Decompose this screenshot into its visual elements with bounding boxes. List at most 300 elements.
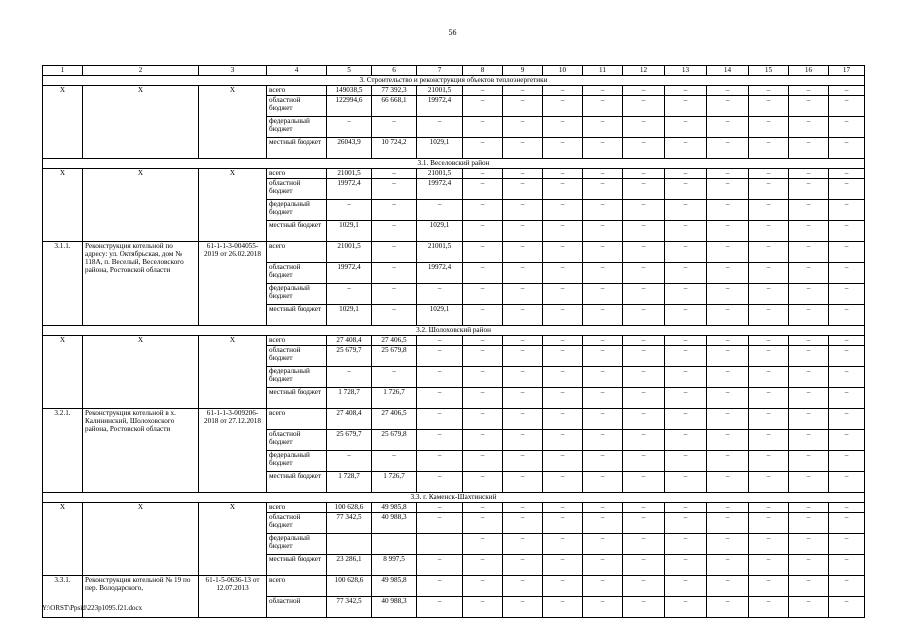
column-number: 6 xyxy=(372,66,417,76)
value-cell: – xyxy=(503,242,543,263)
section-title: 3.3. г. Каменск-Шахтинский xyxy=(43,493,865,503)
value-cell: 1029,1 xyxy=(417,138,463,159)
value-cell: – xyxy=(789,451,829,472)
value-cell: – xyxy=(463,513,503,534)
value-cell: – xyxy=(463,597,503,618)
section-title-row xyxy=(43,76,865,86)
value-cell: – xyxy=(829,117,865,138)
value-cell: – xyxy=(417,503,463,513)
value-cell: – xyxy=(707,346,749,367)
value-cell: 27 406,5 xyxy=(372,336,417,346)
summary-row xyxy=(43,503,865,513)
value-cell: 100 628,6 xyxy=(327,576,372,597)
value-cell: – xyxy=(623,576,665,597)
value-cell: – xyxy=(463,336,503,346)
value-cell: – xyxy=(543,169,583,179)
value-cell: – xyxy=(789,430,829,451)
value-cell: – xyxy=(665,409,707,430)
value-cell: – xyxy=(707,179,749,200)
value-cell: – xyxy=(623,221,665,242)
value-cell: – xyxy=(583,430,623,451)
funding-source-cell: федеральный бюджет xyxy=(267,117,327,138)
value-cell: – xyxy=(543,336,583,346)
value-cell: 26043,9 xyxy=(327,138,372,159)
value-cell: 100 628,6 xyxy=(327,503,372,513)
value-cell: – xyxy=(665,597,707,618)
value-cell: – xyxy=(665,169,707,179)
column-number-row xyxy=(43,66,865,76)
value-cell: – xyxy=(829,513,865,534)
column-number: 7 xyxy=(417,66,463,76)
value-cell: – xyxy=(463,388,503,409)
funding-source-cell: местный бюджет xyxy=(267,305,327,326)
value-cell: – xyxy=(623,200,665,221)
column-number: 2 xyxy=(83,66,199,76)
value-cell: – xyxy=(543,597,583,618)
value-cell xyxy=(417,534,463,555)
value-cell: – xyxy=(707,503,749,513)
value-cell: 21001,5 xyxy=(327,169,372,179)
column-number: 4 xyxy=(267,66,327,76)
object-row xyxy=(43,576,865,597)
value-cell: – xyxy=(707,513,749,534)
value-cell: – xyxy=(789,284,829,305)
value-cell: 1 726,7 xyxy=(372,472,417,493)
value-cell: – xyxy=(372,117,417,138)
value-cell: – xyxy=(829,388,865,409)
value-cell: – xyxy=(583,169,623,179)
value-cell: – xyxy=(503,472,543,493)
value-cell: – xyxy=(749,597,789,618)
value-cell: – xyxy=(707,117,749,138)
value-cell: – xyxy=(789,169,829,179)
value-cell: – xyxy=(749,555,789,576)
value-cell: – xyxy=(707,430,749,451)
value-cell: – xyxy=(623,472,665,493)
value-cell: – xyxy=(543,138,583,159)
value-cell: – xyxy=(463,284,503,305)
value-cell: 1 728,7 xyxy=(327,472,372,493)
value-cell: – xyxy=(789,409,829,430)
funding-source-cell: местный бюджет xyxy=(267,388,327,409)
funding-source-cell: федеральный бюджет xyxy=(267,200,327,221)
value-cell: – xyxy=(503,284,543,305)
value-cell: – xyxy=(463,117,503,138)
value-cell: – xyxy=(463,179,503,200)
column-number: 3 xyxy=(199,66,267,76)
value-cell: – xyxy=(583,86,623,96)
value-cell: – xyxy=(707,451,749,472)
value-cell: 40 988,3 xyxy=(372,513,417,534)
value-cell: – xyxy=(623,138,665,159)
value-cell: – xyxy=(623,430,665,451)
value-cell: 1 726,7 xyxy=(372,388,417,409)
object-number: 3.2.1. xyxy=(43,409,83,493)
value-cell: – xyxy=(707,284,749,305)
value-cell: 1029,1 xyxy=(327,305,372,326)
value-cell: – xyxy=(503,346,543,367)
value-cell: – xyxy=(789,534,829,555)
x-mark-cell: Х xyxy=(199,336,267,409)
funding-source-cell: областной бюджет xyxy=(267,430,327,451)
value-cell: – xyxy=(789,513,829,534)
value-cell: – xyxy=(749,430,789,451)
value-cell: – xyxy=(789,336,829,346)
value-cell: – xyxy=(789,86,829,96)
value-cell: – xyxy=(543,503,583,513)
value-cell: – xyxy=(583,472,623,493)
value-cell: – xyxy=(789,472,829,493)
value-cell: – xyxy=(417,409,463,430)
value-cell: – xyxy=(665,221,707,242)
value-cell: – xyxy=(543,305,583,326)
value-cell: – xyxy=(623,346,665,367)
x-mark-cell: Х xyxy=(199,169,267,242)
value-cell: – xyxy=(749,503,789,513)
value-cell: – xyxy=(749,451,789,472)
value-cell: – xyxy=(789,305,829,326)
value-cell: – xyxy=(503,503,543,513)
value-cell: – xyxy=(707,534,749,555)
value-cell: – xyxy=(789,503,829,513)
value-cell: – xyxy=(623,86,665,96)
value-cell: – xyxy=(665,451,707,472)
value-cell: – xyxy=(543,555,583,576)
value-cell: – xyxy=(749,305,789,326)
value-cell: – xyxy=(463,200,503,221)
value-cell: – xyxy=(665,388,707,409)
value-cell: – xyxy=(749,117,789,138)
object-name: Реконструкция котельной по адресу: ул. Октябрьская, дом № 118А, п. Веселый, Веселовского района, Ростовской области xyxy=(83,242,199,326)
value-cell: – xyxy=(707,169,749,179)
value-cell: – xyxy=(372,200,417,221)
value-cell: – xyxy=(749,472,789,493)
funding-source-cell: местный бюджет xyxy=(267,555,327,576)
page-number: 56 xyxy=(448,28,457,37)
value-cell: – xyxy=(707,305,749,326)
value-cell: – xyxy=(463,96,503,117)
value-cell: – xyxy=(543,284,583,305)
value-cell: – xyxy=(583,367,623,388)
x-mark-cell: Х xyxy=(199,86,267,159)
value-cell: – xyxy=(417,117,463,138)
value-cell: – xyxy=(583,263,623,284)
value-cell: 25 679,7 xyxy=(327,346,372,367)
value-cell: – xyxy=(665,263,707,284)
value-cell: – xyxy=(665,284,707,305)
value-cell: – xyxy=(583,346,623,367)
funding-source-cell: местный бюджет xyxy=(267,138,327,159)
value-cell: – xyxy=(707,96,749,117)
value-cell: – xyxy=(829,138,865,159)
value-cell: – xyxy=(543,472,583,493)
value-cell: – xyxy=(503,409,543,430)
value-cell: – xyxy=(463,451,503,472)
value-cell: – xyxy=(543,409,583,430)
column-number: 12 xyxy=(623,66,665,76)
x-mark-cell: Х xyxy=(83,503,199,576)
funding-source-cell: всего xyxy=(267,169,327,179)
value-cell: 1029,1 xyxy=(417,221,463,242)
value-cell: 149038,5 xyxy=(327,86,372,96)
value-cell: – xyxy=(789,388,829,409)
x-mark-cell: Х xyxy=(83,169,199,242)
value-cell: – xyxy=(623,597,665,618)
value-cell: – xyxy=(543,179,583,200)
value-cell: – xyxy=(463,534,503,555)
value-cell: 21001,5 xyxy=(417,242,463,263)
value-cell: – xyxy=(463,430,503,451)
value-cell: – xyxy=(623,96,665,117)
value-cell: – xyxy=(665,96,707,117)
value-cell: – xyxy=(417,200,463,221)
section-title-row xyxy=(43,159,865,169)
value-cell: – xyxy=(463,86,503,96)
value-cell: – xyxy=(829,336,865,346)
value-cell: – xyxy=(665,336,707,346)
column-number: 11 xyxy=(583,66,623,76)
value-cell: – xyxy=(665,367,707,388)
value-cell: – xyxy=(749,86,789,96)
section-title-row xyxy=(43,326,865,336)
value-cell: – xyxy=(463,576,503,597)
value-cell: – xyxy=(543,86,583,96)
value-cell: – xyxy=(463,555,503,576)
value-cell: – xyxy=(583,503,623,513)
value-cell: – xyxy=(829,503,865,513)
value-cell: – xyxy=(463,138,503,159)
value-cell: – xyxy=(503,576,543,597)
value-cell: – xyxy=(789,367,829,388)
value-cell: 23 286,1 xyxy=(327,555,372,576)
value-cell: 25 679,7 xyxy=(327,430,372,451)
value-cell: – xyxy=(463,472,503,493)
object-name: Реконструкция котельной в х. Калининский, Шолоховского района, Ростовской области xyxy=(83,409,199,493)
value-cell: – xyxy=(372,451,417,472)
value-cell: 21001,5 xyxy=(417,169,463,179)
x-mark-cell: Х xyxy=(43,169,83,242)
value-cell: – xyxy=(503,117,543,138)
value-cell: 25 679,8 xyxy=(372,346,417,367)
value-cell: – xyxy=(789,138,829,159)
value-cell: – xyxy=(463,242,503,263)
value-cell: 1 728,7 xyxy=(327,388,372,409)
funding-source-cell: местный бюджет xyxy=(267,221,327,242)
funding-source-cell: всего xyxy=(267,576,327,597)
value-cell: – xyxy=(749,367,789,388)
value-cell: – xyxy=(327,117,372,138)
value-cell: – xyxy=(623,284,665,305)
value-cell: – xyxy=(327,451,372,472)
object-code: 61-1-1-3-009206-2018 от 27.12.2018 xyxy=(199,409,267,493)
value-cell: – xyxy=(583,388,623,409)
value-cell: – xyxy=(372,221,417,242)
value-cell: – xyxy=(583,242,623,263)
funding-source-cell: областной бюджет xyxy=(267,346,327,367)
value-cell: – xyxy=(503,221,543,242)
value-cell: 27 406,5 xyxy=(372,409,417,430)
value-cell: 25 679,8 xyxy=(372,430,417,451)
value-cell: – xyxy=(463,221,503,242)
value-cell: – xyxy=(829,472,865,493)
file-path-footer: Y:\ORST\Ppsid\223p1095.f21.docx xyxy=(42,604,143,612)
value-cell: – xyxy=(417,367,463,388)
value-cell: 19972,4 xyxy=(417,96,463,117)
value-cell: 49 985,8 xyxy=(372,576,417,597)
value-cell: – xyxy=(829,367,865,388)
value-cell: – xyxy=(372,263,417,284)
x-mark-cell: Х xyxy=(43,503,83,576)
value-cell: – xyxy=(543,367,583,388)
value-cell: – xyxy=(463,409,503,430)
value-cell: – xyxy=(543,388,583,409)
value-cell: – xyxy=(707,597,749,618)
value-cell: – xyxy=(665,179,707,200)
value-cell: – xyxy=(417,451,463,472)
value-cell: – xyxy=(829,305,865,326)
value-cell: – xyxy=(503,179,543,200)
value-cell: – xyxy=(417,388,463,409)
value-cell: – xyxy=(749,284,789,305)
value-cell: – xyxy=(417,336,463,346)
value-cell: – xyxy=(583,513,623,534)
value-cell: – xyxy=(543,534,583,555)
value-cell: – xyxy=(503,138,543,159)
value-cell: – xyxy=(417,597,463,618)
value-cell: – xyxy=(503,597,543,618)
value-cell: – xyxy=(463,367,503,388)
value-cell: – xyxy=(829,179,865,200)
value-cell: – xyxy=(583,117,623,138)
value-cell: 27 408,4 xyxy=(327,409,372,430)
section-title: 3. Строительство и реконструкция объектов теплоэнергетики xyxy=(43,76,865,86)
x-mark-cell: Х xyxy=(43,336,83,409)
section-title-row xyxy=(43,493,865,503)
column-number: 10 xyxy=(543,66,583,76)
value-cell: – xyxy=(829,221,865,242)
value-cell: – xyxy=(829,346,865,367)
value-cell: – xyxy=(789,263,829,284)
column-number: 1 xyxy=(43,66,83,76)
value-cell: – xyxy=(583,336,623,346)
summary-row xyxy=(43,86,865,96)
value-cell: – xyxy=(707,336,749,346)
budget-table xyxy=(42,65,865,618)
value-cell: 40 988,3 xyxy=(372,597,417,618)
value-cell: 27 408,4 xyxy=(327,336,372,346)
value-cell: – xyxy=(417,346,463,367)
value-cell: – xyxy=(417,284,463,305)
value-cell: 19972,4 xyxy=(327,179,372,200)
value-cell: – xyxy=(665,430,707,451)
value-cell: – xyxy=(543,263,583,284)
value-cell: – xyxy=(789,242,829,263)
value-cell: – xyxy=(463,305,503,326)
value-cell: – xyxy=(829,576,865,597)
value-cell: 1029,1 xyxy=(417,305,463,326)
value-cell: – xyxy=(463,169,503,179)
value-cell: – xyxy=(749,242,789,263)
value-cell: – xyxy=(583,96,623,117)
value-cell: – xyxy=(503,388,543,409)
value-cell: – xyxy=(503,86,543,96)
object-row xyxy=(43,242,865,263)
value-cell: – xyxy=(583,284,623,305)
value-cell: – xyxy=(623,388,665,409)
value-cell: – xyxy=(829,451,865,472)
value-cell: – xyxy=(829,200,865,221)
summary-row xyxy=(43,169,865,179)
value-cell: – xyxy=(503,96,543,117)
column-number: 8 xyxy=(463,66,503,76)
value-cell: – xyxy=(707,576,749,597)
value-cell: – xyxy=(707,242,749,263)
value-cell: – xyxy=(749,336,789,346)
value-cell: – xyxy=(665,117,707,138)
value-cell: – xyxy=(583,200,623,221)
value-cell: – xyxy=(665,305,707,326)
value-cell: – xyxy=(789,576,829,597)
value-cell: – xyxy=(707,472,749,493)
section-title: 3.2. Шолоховский район xyxy=(43,326,865,336)
value-cell: – xyxy=(543,430,583,451)
value-cell: – xyxy=(789,117,829,138)
column-number: 16 xyxy=(789,66,829,76)
value-cell: – xyxy=(417,513,463,534)
object-row xyxy=(43,409,865,430)
value-cell: – xyxy=(543,513,583,534)
value-cell: – xyxy=(749,96,789,117)
object-code: 61-1-5-0636-13 от 12.07.2013 xyxy=(199,576,267,618)
value-cell: 77 342,5 xyxy=(327,597,372,618)
value-cell: – xyxy=(623,117,665,138)
value-cell: – xyxy=(829,534,865,555)
x-mark-cell: Х xyxy=(83,86,199,159)
value-cell: – xyxy=(417,555,463,576)
value-cell: – xyxy=(372,179,417,200)
funding-source-cell: областной xyxy=(267,597,327,618)
funding-source-cell: областной бюджет xyxy=(267,96,327,117)
value-cell: – xyxy=(749,409,789,430)
funding-source-cell: всего xyxy=(267,86,327,96)
section-title: 3.1. Веселовский район xyxy=(43,159,865,169)
funding-source-cell: областной бюджет xyxy=(267,179,327,200)
value-cell: – xyxy=(543,221,583,242)
funding-source-cell: федеральный бюджет xyxy=(267,367,327,388)
value-cell: – xyxy=(707,388,749,409)
object-number: 3.3.1. xyxy=(43,576,83,618)
value-cell: – xyxy=(463,346,503,367)
value-cell: 1029,1 xyxy=(327,221,372,242)
value-cell: – xyxy=(707,86,749,96)
value-cell xyxy=(372,534,417,555)
value-cell: – xyxy=(503,305,543,326)
value-cell: – xyxy=(503,169,543,179)
value-cell: – xyxy=(417,472,463,493)
value-cell: – xyxy=(829,263,865,284)
value-cell: – xyxy=(749,169,789,179)
value-cell: – xyxy=(789,346,829,367)
value-cell: – xyxy=(749,179,789,200)
value-cell: – xyxy=(623,169,665,179)
value-cell: – xyxy=(829,169,865,179)
value-cell: – xyxy=(623,179,665,200)
funding-source-cell: всего xyxy=(267,242,327,263)
value-cell: – xyxy=(327,200,372,221)
value-cell: – xyxy=(503,200,543,221)
value-cell: – xyxy=(543,346,583,367)
column-number: 9 xyxy=(503,66,543,76)
